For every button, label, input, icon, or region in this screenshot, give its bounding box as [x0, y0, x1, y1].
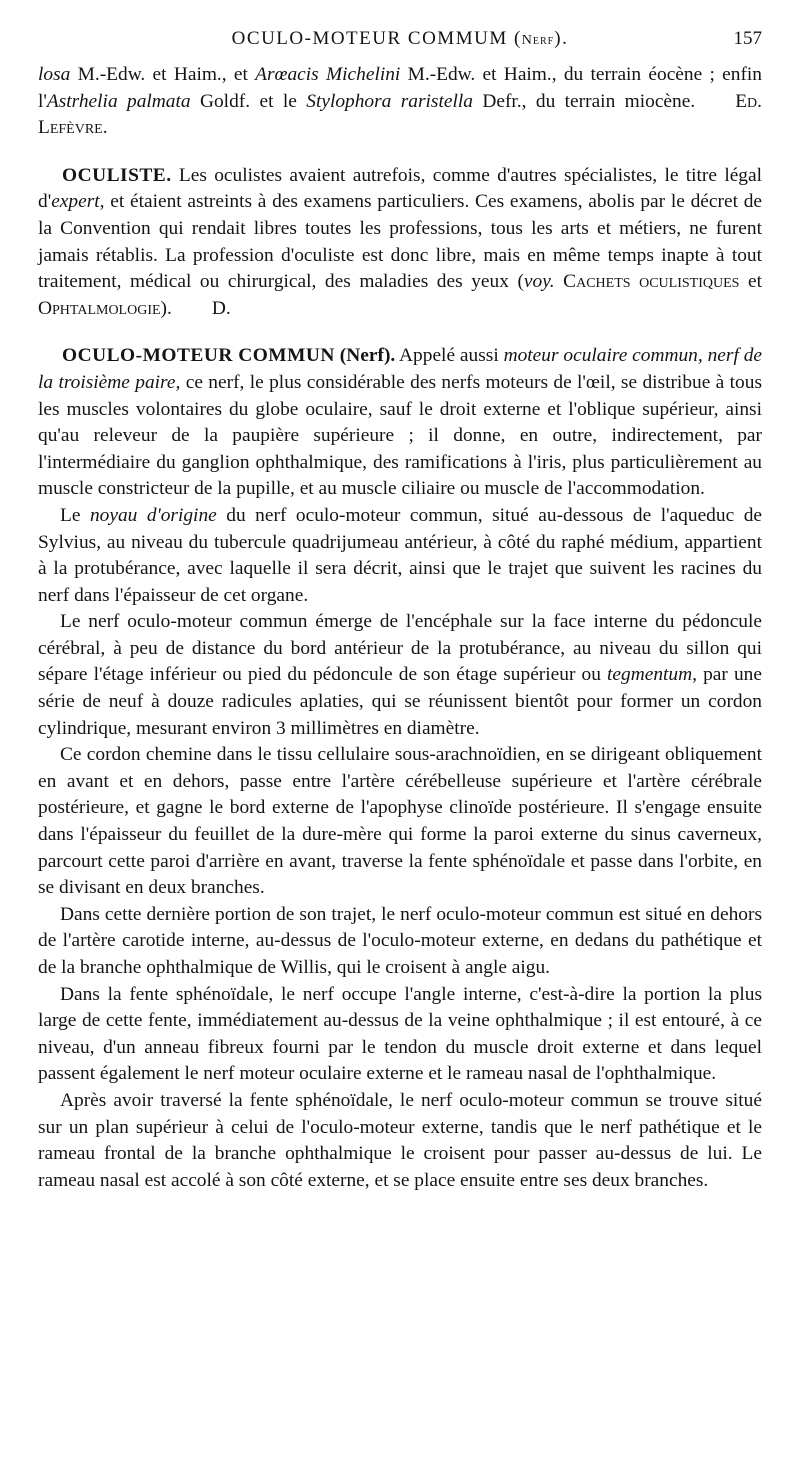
- intro-paragraph: losa M.-Edw. et Haim., et Arœacis Michelini M.-Edw. et Haim., du terrain éocène ; enfin l'Astrhelia palmata Goldf. et le Stylophora raristella Defr., du terrain miocène. Ed. Lefèvre.: [38, 64, 763, 139]
- paragraph-orbite: Après avoir traversé la fente sphénoïdale, le nerf oculo-moteur commun se trouve situé sur un plan supérieur à celui de l'oculo-moteur externe, tandis que le nerf pathétique et le rameau frontal de la branche ophthalmique le croisent pour passer au-dessus de lui. Le rameau nasal est accolé à son côté externe, et se place ensuite entre ses deux branches.: [38, 1089, 762, 1191]
- paragraph-fente: Dans la fente sphénoïdale, le nerf occupe l'angle interne, c'est-à-dire la portion la plus large de cette fente, immédiatement au-dessus de la veine ophthalmique ; il est entouré, à ce niveau, d'un anneau fibreux fourni par le tendon du muscle droit externe et dans lequel passent également le nerf moteur oculaire externe et le rameau nasal de l'ophthalmique.: [38, 983, 762, 1085]
- oculiste-entry: OCULISTE. Les oculistes avaient autrefois, comme d'autres spécialistes, le titre légal d'expert, et étaient astreints à des examens particuliers. Ces examens, abolis par le décret de la Convention qui rendait libres toutes les professions, tous les arts et métiers, ne furent jamais rétablis. La profession d'oculiste est donc libre, mais en même temps inapte à tout traitement, médical ou chirurgical, des maladies des yeux (voy. Cachets oculistiques et Ophtalmologie). D.: [38, 164, 763, 319]
- oculiste-headword: OCULISTE.: [62, 164, 172, 186]
- paragraph-emergence: Le nerf oculo-moteur commun émerge de l'encéphale sur la face interne du pédoncule cérébral, à peu de distance du bord antérieur de la protubérance, au niveau du sillon qui sépare l'étage inférieur ou pied du pédoncule de son étage supérieur ou tegmentum, par une série de neuf à douze radicules aplaties, qui se réunissent bientôt pour former un cordon cylindrique, mesurant environ 3 millimètres en diamètre.: [38, 611, 762, 739]
- page-number: 157: [733, 28, 762, 49]
- oculomoteur-entry-intro: OCULO-MOTEUR COMMUN (Nerf). Appelé aussi moteur oculaire commun, nerf de la troisième paire, ce nerf, le plus considérable des nerfs moteurs de l'œil, se distribue à tous les muscles volontaires du globe oculaire, sauf le droit externe et l'oblique supérieur, ainsi qu'au releveur de la paupière supérieure ; il donne, en outre, indirectement, par l'intermédiaire du ganglion ophthalmique, des ramifications à l'iris, plus particulièrement au muscle constricteur de la pupille, et au muscle ciliaire ou muscle de l'accommodation.: [38, 345, 763, 500]
- oculiste-signature: D.: [211, 297, 231, 319]
- paragraph-noyau: Le noyau d'origine du nerf oculo-moteur commun, situé au-dessous de l'aqueduc de Sylvius, au niveau du tubercule quadrijumeau antérieur, à côté du raphé médium, appartient à la protubérance, avec laquelle il sera décrit, ainsi que le trajet que suivent les racines du nerf dans l'épaisseur de cet organe.: [38, 504, 762, 606]
- paragraph-cordon: Ce cordon chemine dans le tissu cellulaire sous-arachnoïdien, en se dirigeant obliquement en avant et en dehors, passe entre l'artère cérébelleuse supérieure et l'artère cérébrale postérieure, et gagne le bord externe de l'apophyse clinoïde postérieure. Il s'engage ensuite dans l'épaisseur du feuillet de la dure-mère qui forme la paroi externe du sinus caverneux, parcourt cette paroi d'arrière en avant, traverse la fente sphénoïdale et passe dans l'orbite, en se divisant en deux branches.: [38, 744, 762, 899]
- intro-signature: Ed. Lefèvre.: [38, 90, 762, 139]
- paragraph-trajet: Dans cette dernière portion de son trajet, le nerf oculo-moteur commun est situé en dehors de l'artère carotide interne, au-dessus de l'oculo-moteur externe, en dedans du pathétique et de la branche ophthalmique de Willis, qui le croisent à angle aigu.: [38, 903, 762, 978]
- running-header: [38, 28, 762, 62]
- running-title: OCULO-MOTEUR COMMUM (Nerf).: [231, 28, 569, 49]
- page-body: [38, 62, 762, 1194]
- oculomoteur-headword: OCULO-MOTEUR COMMUN: [62, 345, 335, 367]
